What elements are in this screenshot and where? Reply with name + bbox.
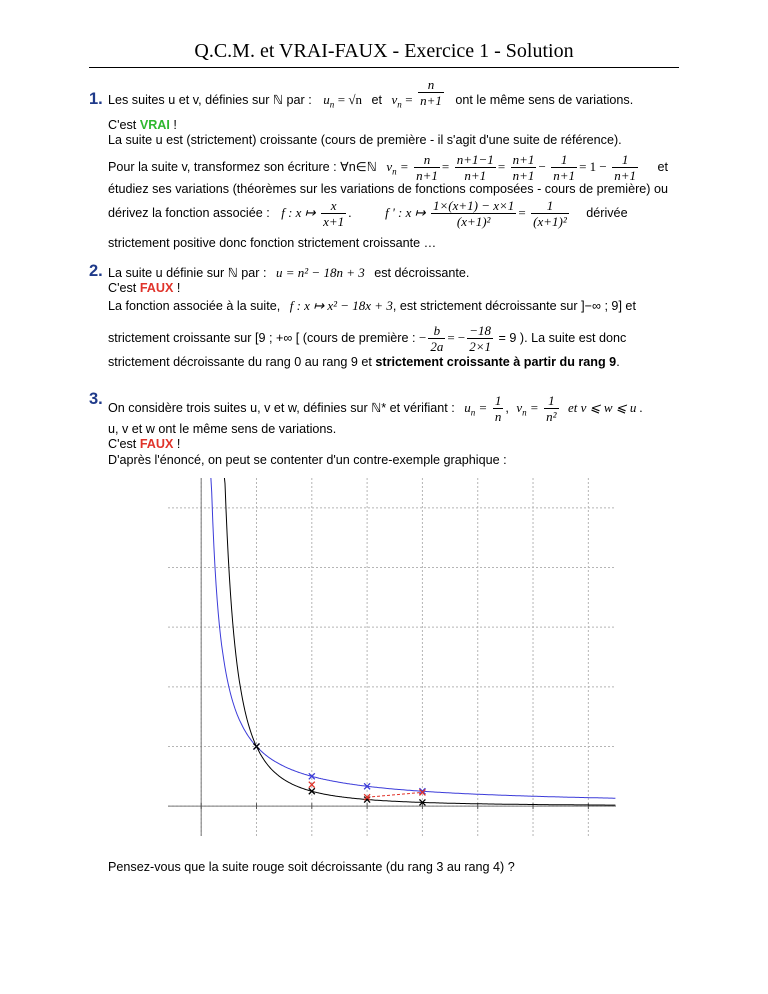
- frac-num: 1: [544, 393, 558, 409]
- q2-line1-b: , est strictement décroissante sur ]−∞ ; 9] et: [392, 299, 636, 313]
- verdict-faux: FAUX: [139, 437, 174, 451]
- q1-vn-symbol: v: [391, 92, 398, 107]
- question-1-number: 1.: [89, 90, 103, 108]
- q1-line2-a: Pour la suite v, transformez son écriture : ∀n∈ℕ: [108, 159, 377, 174]
- q1-frac1: [414, 152, 440, 183]
- red-sequence-line: [367, 792, 422, 797]
- q2-line1-f: f : x ↦ x² − 18x + 3: [289, 298, 393, 313]
- frac-den: n+1: [512, 168, 535, 183]
- q1-un: $u_n$: [323, 92, 335, 110]
- q2-line2-a: strictement croissante sur [9 ; +∞ [ (cours de première :: [108, 330, 416, 345]
- q1-statement: [108, 77, 634, 110]
- q2-statement-a: La suite u définie sur ℕ par :: [108, 266, 267, 280]
- frac-num: x: [321, 198, 346, 214]
- frac-num: 1: [494, 393, 502, 408]
- q1-statement-b: ont le même sens de variations.: [455, 93, 634, 107]
- q2-verdict: [108, 281, 180, 295]
- frac-den: n+1: [464, 168, 487, 183]
- frac-den: n: [494, 409, 502, 424]
- q1-verdict: [108, 118, 177, 132]
- q3-statement-a: On considère trois suites u, v et w, définies sur ℕ* et vérifiant :: [108, 400, 455, 415]
- q1-line5: strictement positive donc fonction strictement croissante …: [108, 236, 437, 250]
- q1-f-frac: [321, 198, 346, 229]
- q1-f-def: f : x ↦: [281, 204, 316, 220]
- verdict-vrai: VRAI: [139, 118, 170, 132]
- series-1-point: [253, 744, 259, 750]
- q2-line3-bold: strictement croissante à partir du rang 9: [375, 355, 617, 369]
- verdict-prefix: C'est: [108, 437, 137, 451]
- verdict-suffix: !: [176, 437, 181, 451]
- q1-fp-frac: [431, 198, 516, 229]
- question-3-number: 3.: [89, 390, 103, 408]
- verdict-suffix: !: [176, 281, 181, 295]
- q3-question: Pensez-vous que la suite rouge soit décroissante (du rang 3 au rang 4) ?: [108, 860, 515, 874]
- q2-line2-b: = 9 ). La suite est donc: [498, 330, 627, 345]
- question-2-number: 2.: [89, 262, 103, 280]
- verdict-faux: FAUX: [139, 281, 174, 295]
- frac-den: 2a: [430, 339, 444, 354]
- q3-condition: et v ⩽ w ⩽ u .: [568, 399, 643, 415]
- q2-b-frac: [428, 323, 445, 354]
- q1-fp2-frac: [531, 198, 569, 229]
- q1-line4-end: dérivée: [586, 205, 628, 220]
- q1-line4: dérivez la fonction associée : f : x ↦ $\frac{x}{x+1}$ . f ' : x ↦ $\frac{1\times(x+1) - x\times 1}{\text{(x+1)²}}$ = $\frac{1}{\text{(x+1)²}}$ dérivée: [108, 198, 628, 229]
- verdict-prefix: C'est: [108, 118, 137, 132]
- q2-line1-a: La fonction associée à la suite,: [108, 299, 281, 313]
- frac-num: 1×(x+1) − x×1: [433, 198, 515, 213]
- q1-line2-end: et: [657, 159, 669, 174]
- frac-num: 1: [531, 198, 569, 214]
- q1-vn: $v_n$: [391, 92, 402, 110]
- frac-den: (x+1)²: [456, 214, 491, 229]
- q1-frac4: [551, 152, 577, 183]
- q3-statement: On considère trois suites u, v et w, définies sur ℕ* et vérifiant : $u_n$ = $\frac{1}{n}$ , $v_n$ = $\frac{1}{\text{n²}}$ et v ⩽ w ⩽ u .: [108, 393, 643, 424]
- verdict-suffix: !: [173, 118, 177, 132]
- q1-un-eq: = √n: [337, 92, 362, 107]
- q1-vn-eq: =: [405, 92, 413, 107]
- q3-verdict: [108, 437, 180, 451]
- curve-one-over-x: [211, 478, 616, 798]
- q1-un-symbol: u: [323, 92, 330, 107]
- q2-line3: [108, 355, 620, 369]
- frac-num: b: [428, 323, 445, 339]
- q2-line3-end: .: [616, 355, 620, 369]
- series-1-point: [309, 788, 315, 794]
- frac-den: (x+1)²: [533, 214, 567, 229]
- q2-line2: strictement croissante sur [9 ; +∞ [ (cours de première : − $\frac{b}{2a}$ = − $\frac{-18}{2\times 1}$ = 9 ). La suite est donc: [108, 323, 627, 354]
- q1-one-minus: = 1 −: [579, 158, 607, 174]
- q1-frac3: [511, 152, 537, 183]
- q3-vn-frac: [544, 393, 558, 424]
- frac-num: n+1−1: [456, 152, 494, 167]
- frac-num: n: [414, 152, 440, 168]
- q1-line3: étudiez ses variations (théorèmes sur les variations de fonctions composées - cours de première) ou: [108, 182, 668, 196]
- q2-statement-b: est décroissante.: [374, 266, 470, 280]
- frac-den: 2×1: [469, 339, 492, 354]
- verdict-prefix: C'est: [108, 281, 137, 295]
- q1-frac2: [455, 152, 496, 183]
- frac-num: n+1: [512, 152, 535, 167]
- frac-num: −18: [469, 323, 492, 338]
- q1-frac5: [612, 152, 638, 183]
- q1-line1: La suite u est (strictement) croissante (cours de première - il s'agit d'une suite de référence).: [108, 133, 622, 147]
- frac-den: n+1: [420, 93, 442, 109]
- title-divider: [89, 67, 679, 68]
- counterexample-graph: [168, 478, 616, 836]
- frac-den: n+1: [614, 168, 637, 183]
- q2-line1: [108, 298, 636, 314]
- q1-line4-a: dérivez la fonction associée :: [108, 205, 270, 220]
- q1-vn-frac: [418, 77, 444, 108]
- q1-fp-def: f ' : x ↦: [385, 204, 426, 220]
- frac-num: 1: [612, 152, 638, 168]
- q2-line3-a: strictement décroissante du rang 0 au rang 9 et: [108, 355, 372, 369]
- frac-num: 1: [551, 152, 577, 168]
- q3-un-frac: [493, 393, 504, 424]
- q3-line1: u, v et w ont le même sens de variations.: [108, 422, 337, 436]
- q1-statement-a: Les suites u et v, définies sur ℕ par :: [108, 93, 312, 107]
- q2-m18-frac: [467, 323, 493, 354]
- frac-den: n+1: [416, 168, 438, 183]
- q3-line2: D'après l'énoncé, on peut se contenter d'un contre-exemple graphique :: [108, 453, 507, 467]
- page-title: Q.C.M. et VRAI-FAUX - Exercice 1 - Solution: [194, 40, 574, 62]
- frac-den: x+1: [323, 214, 345, 229]
- q2-formula: u = n² − 18n + 3: [276, 265, 365, 280]
- curve-one-over-x-squared: [211, 478, 616, 805]
- q2-statement: [108, 265, 469, 281]
- frac-den: n+1: [553, 168, 576, 183]
- q1-line2: Pour la suite v, transformez son écriture : ∀n∈ℕ $v_n$ = $\frac{n}{n+1}$ = $\frac{n+1-1}{n+1}$ = $\frac{n+1}{n+1}$ − $\frac{1}{n+1}$ = 1 − $\frac{1}{n+1}$ et: [108, 152, 669, 183]
- frac-den: n²: [546, 409, 557, 424]
- q1-and: et: [371, 93, 382, 107]
- frac-num: n: [418, 77, 444, 93]
